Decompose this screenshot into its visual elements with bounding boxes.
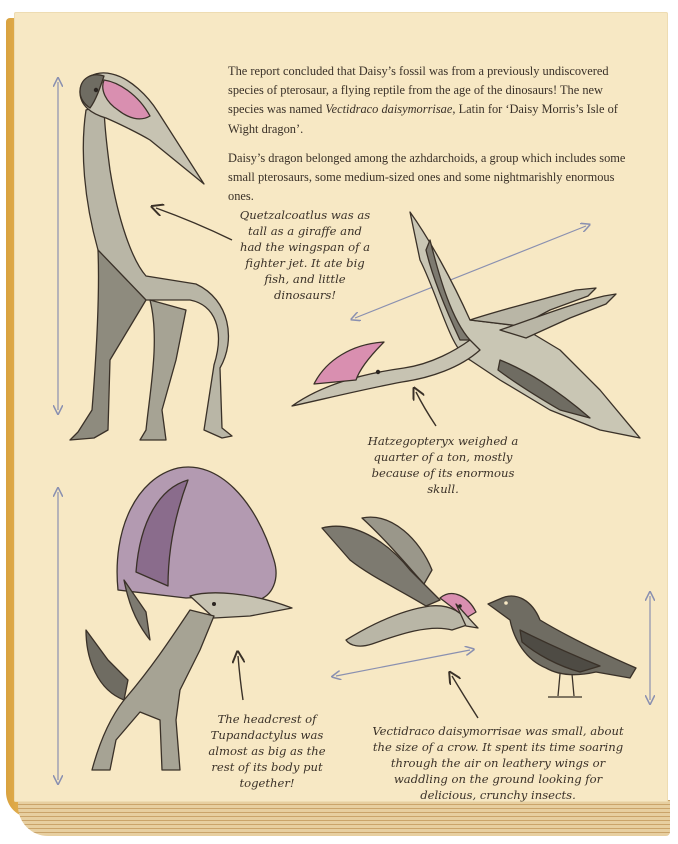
vectidraco-illustration (322, 517, 478, 646)
wingspan-scale-arrow-vectidraco (336, 650, 470, 676)
pointer-arrow-hatzegopteryx (416, 392, 436, 426)
intro-paragraph-1 (228, 62, 638, 139)
intro-text (228, 62, 638, 217)
pointer-arrow-quetzalcoatlus (156, 208, 232, 240)
pointer-arrow-tupandactylus (238, 656, 243, 700)
species-name: Vectidraco daisymorrisae (325, 102, 453, 117)
pointer-arrow-vectidraco (452, 676, 478, 718)
caption-vectidraco: Vectidraco daisymorrisae was small, about the size of a crow. It spent its time soaring through the air on leathery wings or waddling on the ground looking for delicious, crunchy insects. (372, 724, 624, 802)
quetzalcoatlus-illustration (70, 73, 232, 440)
caption-hatzegopteryx: Hatzegopteryx weighed a quarter of a ton, mostly because of its enormous skull. (367, 434, 519, 496)
intro-paragraph-1-end: , Latin for ‘Daisy Morris’s Isle of Wight dragon’. (228, 102, 618, 136)
intro-paragraph-2: Daisy’s dragon belonged among the azhdarchoids, a group which includes some small pterosaurs, some medium-sized ones and some nightmarishly enormous ones. (228, 150, 626, 204)
caption-quetzalcoatlus: Quetzalcoatlus was as tall as a giraffe and had the wingspan of a fighter jet. It ate big fish, and little dinosaurs! (239, 208, 371, 302)
crow-illustration (488, 596, 636, 697)
intro-paragraph-1-start: The report concluded that Daisy’s fossil was from a previously undiscovered species of pterosaur, a flying reptile from the age of the dinosaurs! The new species was named (228, 64, 609, 117)
caption-tupandactylus: The headcrest of Tupandactylus was almost as big as the rest of its body put together! (208, 712, 326, 790)
